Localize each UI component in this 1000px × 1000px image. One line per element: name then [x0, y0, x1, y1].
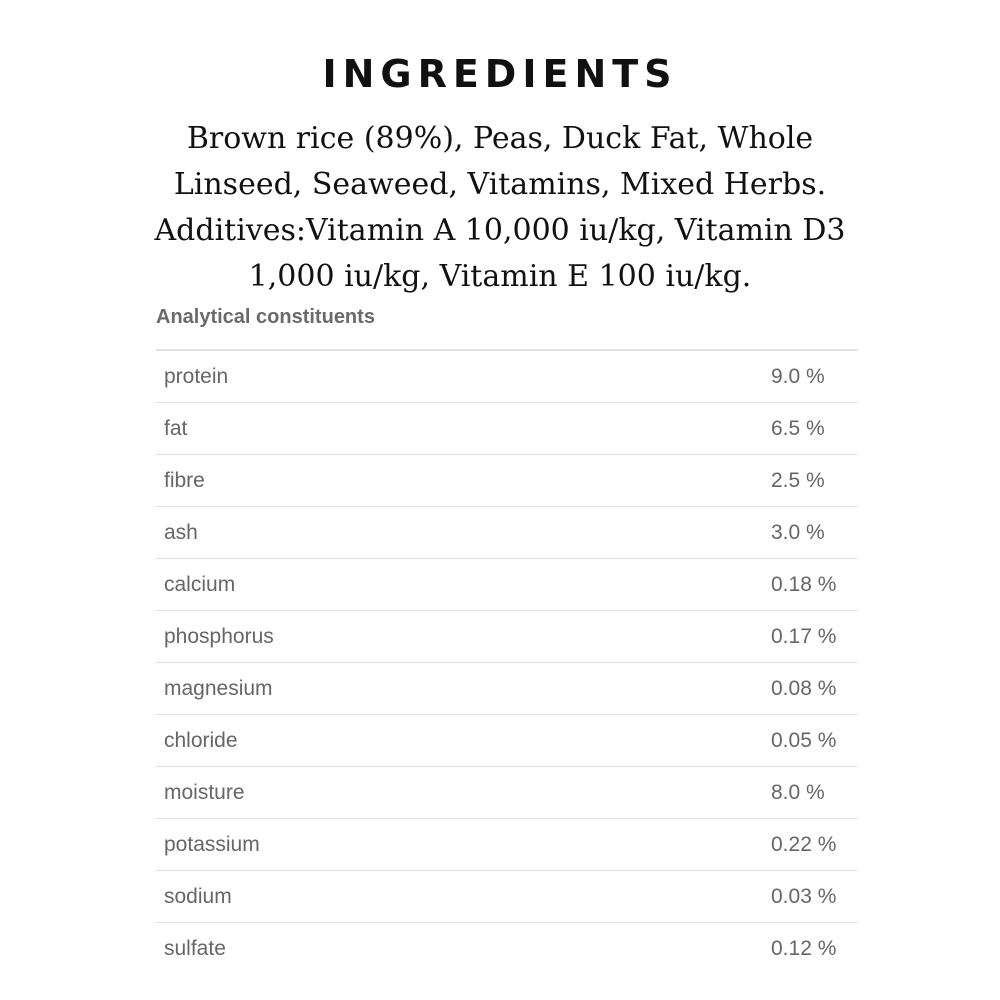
- constituent-name: calcium: [164, 572, 236, 596]
- constituent-value: 6.5 %: [771, 416, 825, 440]
- constituent-value: 0.17 %: [771, 624, 837, 648]
- constituent-value: 8.0 %: [771, 780, 825, 804]
- constituent-value: 9.0 %: [771, 364, 825, 388]
- table-row: [156, 403, 858, 455]
- ingredients-line: Additives:Vitamin A 10,000 iu/kg, Vitamin D3: [154, 213, 846, 248]
- constituent-value: 0.12 %: [771, 936, 837, 960]
- ingredients-text: [120, 116, 880, 300]
- ingredients-title: INGREDIENTS: [322, 52, 678, 96]
- constituent-value: 0.03 %: [771, 884, 837, 908]
- ingredients-line: Brown rice (89%), Peas, Duck Fat, Whole: [186, 121, 814, 156]
- table-row: [156, 819, 858, 871]
- table-row: [156, 351, 858, 403]
- analytical-constituents-heading: Analytical constituents: [156, 302, 858, 351]
- ingredients-line: 1,000 iu/kg, Vitamin E 100 iu/kg.: [248, 259, 752, 294]
- table-row: [156, 507, 858, 559]
- table-row: [156, 923, 858, 974]
- constituent-name: protein: [164, 364, 229, 388]
- table-row: [156, 559, 858, 611]
- constituent-name: moisture: [164, 780, 245, 804]
- constituent-name: sulfate: [164, 936, 226, 960]
- table-row: [156, 663, 858, 715]
- constituent-name: fibre: [164, 468, 205, 492]
- constituent-name: phosphorus: [164, 624, 274, 648]
- table-row: [156, 715, 858, 767]
- constituent-value: 0.08 %: [771, 676, 837, 700]
- constituent-value: 0.18 %: [771, 572, 837, 596]
- analytical-constituents-table: [156, 302, 858, 974]
- constituent-name: chloride: [164, 728, 238, 752]
- ingredients-line: Linseed, Seaweed, Vitamins, Mixed Herbs.: [173, 167, 827, 202]
- table-row: [156, 871, 858, 923]
- constituent-name: magnesium: [164, 676, 273, 700]
- table-row: [156, 611, 858, 663]
- constituent-name: sodium: [164, 884, 232, 908]
- table-row: [156, 767, 858, 819]
- constituent-value: 0.05 %: [771, 728, 837, 752]
- constituent-name: ash: [164, 520, 198, 544]
- constituent-value: 0.22 %: [771, 832, 837, 856]
- constituent-value: 3.0 %: [771, 520, 825, 544]
- constituent-name: potassium: [164, 832, 260, 856]
- constituent-value: 2.5 %: [771, 468, 825, 492]
- constituent-name: fat: [164, 416, 188, 440]
- table-row: [156, 455, 858, 507]
